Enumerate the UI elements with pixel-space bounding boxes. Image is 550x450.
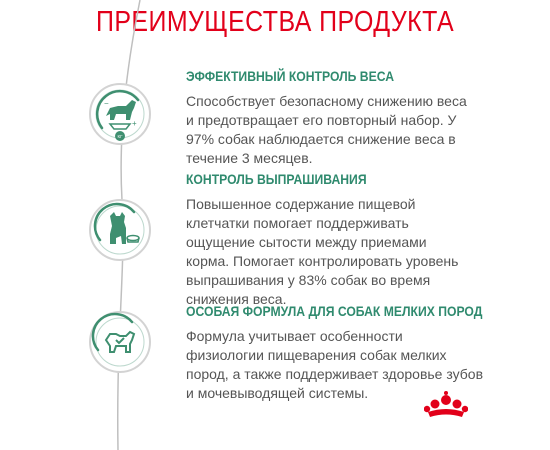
royal-canin-crown-icon	[424, 390, 468, 420]
sitting-dog-bowl-icon	[88, 198, 152, 262]
begging-control-badge	[88, 198, 152, 262]
benefit-begging-control	[186, 170, 536, 309]
benefit-heading: ЭФФЕКТИВНЫЙ КОНТРОЛЬ ВЕСА	[186, 68, 395, 84]
page-title: ПРЕИМУЩЕСТВА ПРОДУКТА	[95, 6, 455, 38]
dog-weight-scale-icon	[88, 82, 152, 146]
plus-label: +	[132, 119, 137, 128]
benefit-weight-control	[186, 67, 536, 168]
benefit-text: Формула учитывает особенности физиологии пищеварения собак мелких пород, а также поддерживает здоровье зубов и мочевыводящей системы.	[186, 328, 484, 401]
kg-label: КГ	[117, 134, 123, 139]
benefit-small-breed-formula	[186, 302, 536, 403]
benefit-heading: ОСОБАЯ ФОРМУЛА ДЛЯ СОБАК МЕЛКИХ ПОРОД	[186, 303, 483, 319]
small-breed-badge	[88, 310, 152, 374]
royal-canin-logo	[424, 390, 468, 425]
weight-control-badge	[88, 82, 152, 146]
minus-label: −	[104, 99, 109, 108]
benefit-text: Повышенное содержание пищевой клетчатки помогает поддерживать ощущение сытости между приемами корма. Помогает контролировать уровень выпрашивания у 83% собак во время снижения веса.	[186, 196, 459, 307]
benefit-heading: КОНТРОЛЬ ВЫПРАШИВАНИЯ	[186, 171, 367, 187]
small-dog-digestion-icon	[88, 310, 152, 374]
benefit-text: Способствует безопасному снижению веса и предотвращает его повторный набор. У 97% собак наблюдается снижение веса в течение 3 месяцев.	[186, 93, 467, 166]
